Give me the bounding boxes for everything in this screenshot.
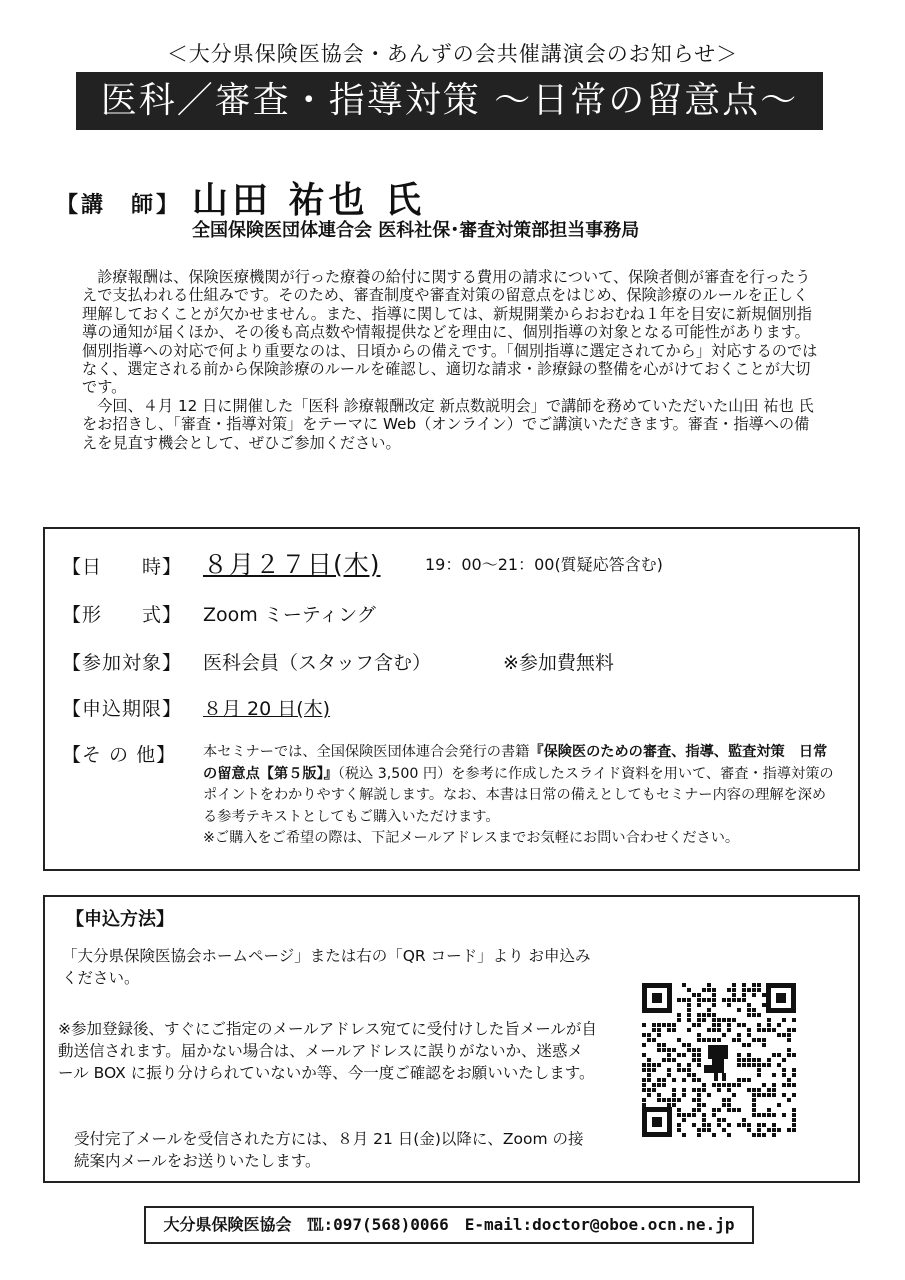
- footer-contact: 大分県保険医協会 ℡:097(568)0066 E-mail:doctor@oboe.ocn.ne.jp: [144, 1206, 754, 1244]
- event-date: ８月２７日(木): [203, 550, 381, 579]
- date-label: 【日 時】: [62, 556, 183, 578]
- other-post: （税込 3,500 円）を参考に作成したスライド資料を用いて、審査・指導対策のポイントをわかりやすく解説します。なお、本書は日常の備えとしてもセミナー内容の理解を深める参考テキストとしてもご購入いただけます。: [203, 765, 834, 825]
- lecturer-affiliation: 全国保険医団体連合会 医科社保･審査対策部担当事務局: [192, 220, 640, 241]
- lecturer-label: 【講 師】: [56, 193, 182, 218]
- fee-note: ※参加費無料: [503, 652, 614, 674]
- intro-paragraph-1: 診療報酬は、保険医療機関が行った療養の給付に関する費用の請求について、保険者側が審査を行ったうえで支払われる仕組みです。そのため、審査制度や審査対策の留意点をはじめ、保険診療のルールを正しく理解しておくことが欠かせません。また、指導に関しては、新規開業からおおむね１年を目安に新規個別指導の通知が届くほか、その後も高点数や情報提供などを理由に、個別指導の対象となる可能性があります。個別指導への対応で何より重要なのは、日頃からの備えです。「個別指導に選定されてから」対応するのではなく、選定される前から保険診療のルールを確認し、適切な請求・診療録の整備を心がけておくことが大切です。: [82, 268, 818, 397]
- target-label: 【参加対象】: [62, 652, 183, 674]
- other-text: [203, 742, 838, 850]
- header-notice: ＜大分県保険医協会・あんずの会共催講演会のお知らせ＞: [166, 42, 739, 66]
- apply-instructions: 「大分県保険医協会ホームページ」または右の「QR コード」より お申込みください。: [62, 947, 591, 987]
- apply-note: ※参加登録後、すぐにご指定のメールアドレス宛てに受付けした旨メールが自動送信されます。届かない場合は、メールアドレスに誤りがないか、迷惑メール BOX に振り分けられていないか等、今一度ご確認をお願いいたします。: [58, 1020, 597, 1082]
- event-time: 19：00～21：00(質疑応答含む): [425, 555, 663, 574]
- qr-code-icon[interactable]: [642, 983, 796, 1137]
- other-label: 【そ の 他】: [62, 744, 177, 766]
- page-title: 医科／審査・指導対策 ～日常の留意点～: [76, 72, 823, 130]
- deadline-label: 【申込期限】: [62, 698, 183, 720]
- intro-text: [82, 268, 822, 452]
- event-target: 医科会員（スタッフ含む）: [203, 652, 432, 674]
- event-deadline: ８月 20 日(木): [203, 698, 331, 720]
- other-pre: 本セミナーでは、全国保険医団体連合会発行の書籍: [203, 744, 530, 760]
- book-title: 『保険医のための審査、指導、監査対策 日常の留意点【第５版】』: [203, 744, 828, 782]
- format-label: 【形 式】: [62, 604, 183, 626]
- other-note: ※ご購入をご希望の際は、下記メールアドレスまでお気軽にお問い合わせください。: [203, 830, 740, 846]
- event-format: Zoom ミーティング: [203, 604, 376, 626]
- intro-paragraph-2: 今回、４月 12 日に開催した「医科 診療報酬改定 新点数説明会」で講師を務めていただいた山田 祐也 氏をお招きし、「審査・指導対策」をテーマに Web（オンライン）でご講演いただきます。審査・指導への備えを見直す機会として、ぜひご参加ください。: [82, 396, 814, 452]
- apply-title: 【申込方法】: [66, 909, 174, 930]
- lecturer-name: 山田 祐也 氏: [192, 180, 426, 221]
- zoom-info: 受付完了メールを受信された方には、８月 21 日(金)以降に、Zoom の接続案内メールをお送りいたします。: [74, 1130, 584, 1170]
